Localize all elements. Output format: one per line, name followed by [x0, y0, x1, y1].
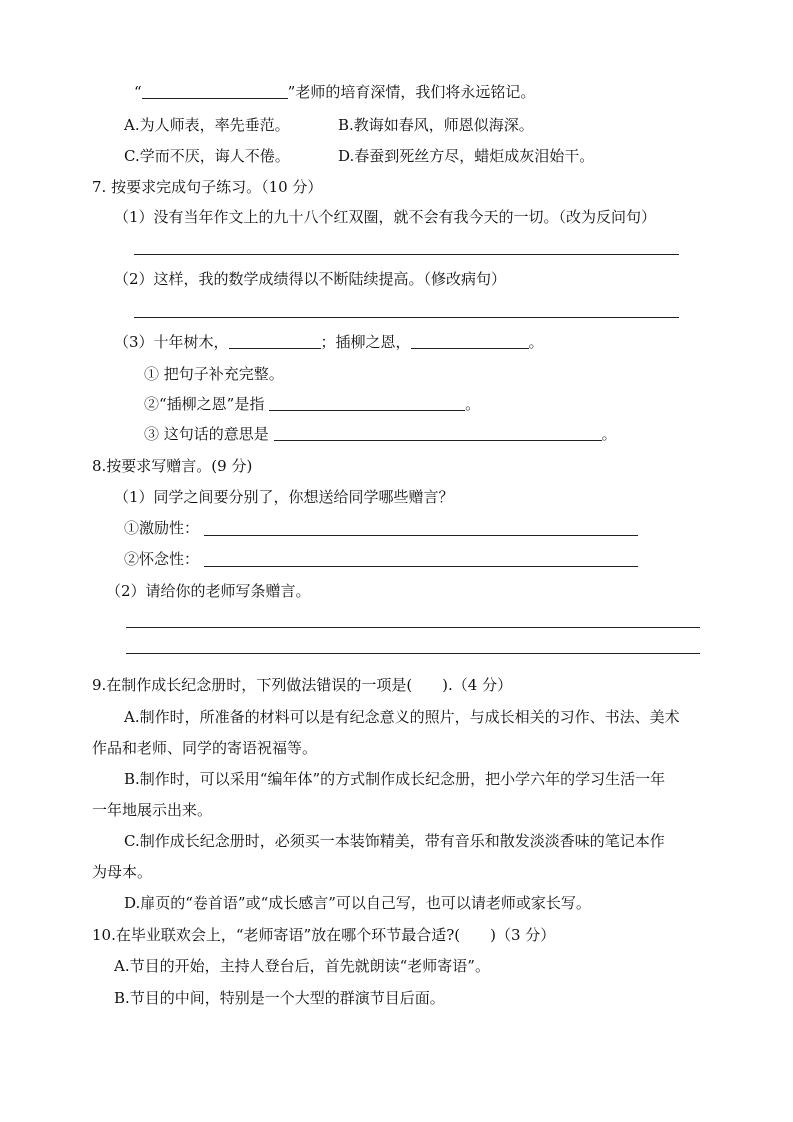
q6-answer-blank[interactable] — [142, 84, 288, 99]
q7-sub-3-label: ③ 这句话的意思是 — [144, 425, 269, 443]
q9-option-b-line-1: B.制作时，可以采用“编年体”的方式制作成长纪念册，把小学六年的学习生活一年 — [124, 770, 666, 788]
q7-sub-1: ① 把句子补充完整。 — [144, 365, 284, 383]
q7-s3-mid: ；插柳之恩， — [320, 333, 411, 351]
q8-item-a: ①激励性： — [124, 519, 200, 537]
q7-sentence-2: （2）这样，我的数学成绩得以不断陆续提高。（修改病句） — [114, 270, 507, 288]
q7-sub-3-end: 。 — [601, 425, 617, 443]
q7-sub-2-end: 。 — [465, 395, 481, 413]
q7-sub-2-label: ②“插柳之恩”是指 — [144, 395, 265, 413]
q7-answer-line-1[interactable] — [134, 254, 679, 255]
q8-answer-line-c[interactable] — [126, 627, 700, 628]
q8-answer-line-b[interactable] — [204, 566, 638, 567]
q9-option-b-line-2: 一年地展示出来。 — [92, 801, 213, 819]
q7-sentence-1: （1）没有当年作文上的九十八个红双圈，就不会有我今天的一切。（改为反问句） — [114, 208, 657, 226]
q7-sub-3 — [144, 424, 617, 444]
q8-sentence-1: （1）同学之间要分别了，你想送给同学哪些赠言？ — [114, 488, 454, 506]
q7-s3-blank-1[interactable] — [229, 334, 321, 349]
q9-title: 9.在制作成长纪念册时，下列做法错误的一项是( ).（4 分） — [92, 676, 513, 694]
q8-answer-line-d[interactable] — [126, 653, 700, 654]
q6-option-b: B.教诲如春风，师恩似海深。 — [338, 116, 534, 134]
q8-title: 8.按要求写赠言。(9 分) — [92, 457, 253, 475]
q6-stem-open: “ — [134, 83, 142, 101]
q7-sub-2 — [144, 394, 480, 414]
q7-sub-2-blank[interactable] — [269, 396, 465, 411]
q9-option-a-line-1: A.制作时，所准备的材料可以是有纪念意义的照片，与成长相关的习作、书法、美术 — [124, 708, 680, 726]
q9-option-c-line-1: C.制作成长纪念册时，必须买一本装饰精美，带有音乐和散发淡淡香味的笔记本作 — [124, 832, 665, 850]
q7-s3-blank-2[interactable] — [411, 334, 529, 349]
q10-option-b: B.节目的中间，特别是一个大型的群演节目后面。 — [114, 989, 445, 1007]
q8-sentence-2: （2）请给你的老师写条赠言。 — [106, 582, 311, 600]
q7-s3-prefix: （3）十年树木， — [114, 333, 229, 351]
q7-sub-3-blank[interactable] — [274, 426, 602, 441]
q8-item-b: ②怀念性： — [124, 550, 200, 568]
q6-stem-close: ”老师的培育深情，我们将永远铭记。 — [287, 83, 536, 101]
q9-option-c-line-2: 为母本。 — [92, 863, 153, 881]
q10-title: 10.在毕业联欢会上，“老师寄语”放在哪个环节最合适?( )（3 分） — [92, 926, 556, 944]
q10-option-a: A.节目的开始，主持人登台后，首先就朗读“老师寄语”。 — [114, 957, 490, 975]
q6-stem — [134, 82, 535, 102]
q7-sentence-3 — [114, 332, 544, 352]
q6-option-c: C.学而不厌，诲人不倦。 — [124, 147, 290, 165]
q7-s3-end: 。 — [528, 333, 544, 351]
q9-option-a-line-2: 作品和老师、同学的寄语祝福等。 — [92, 739, 318, 757]
q7-answer-line-2[interactable] — [134, 317, 679, 318]
q7-title: 7. 按要求完成句子练习。（10 分） — [92, 178, 323, 196]
q6-option-a: A.为人师表，率先垂范。 — [124, 116, 290, 134]
q6-option-d: D.春蚕到死丝方尽，蜡炬成灰泪始干。 — [338, 147, 595, 165]
q9-option-d: D.扉页的“卷首语”或“成长感言”可以自己写，也可以请老师或家长写。 — [124, 894, 591, 912]
q8-answer-line-a[interactable] — [204, 535, 638, 536]
